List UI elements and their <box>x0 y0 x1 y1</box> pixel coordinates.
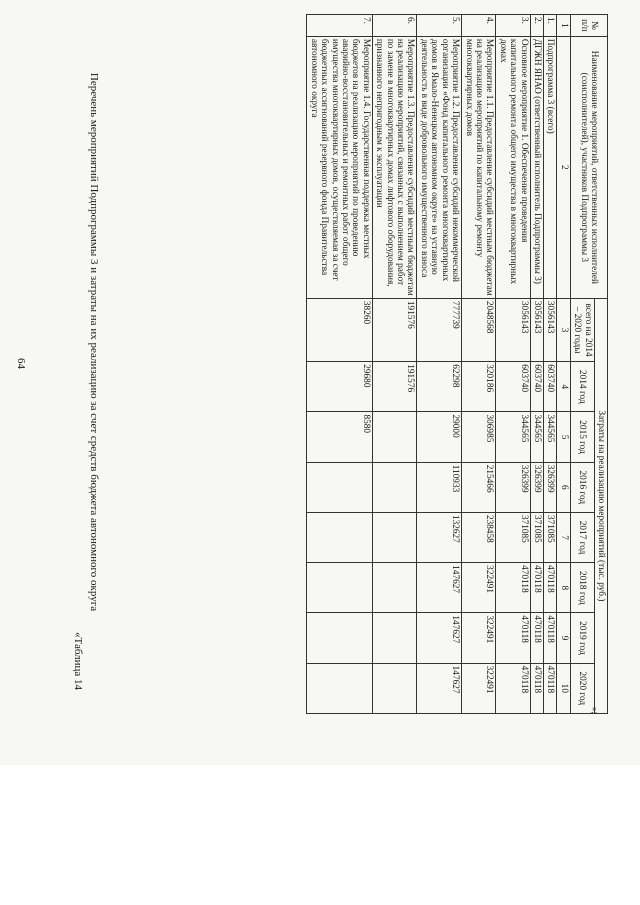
row-year-value: 470118 <box>543 563 556 613</box>
row-year-value: 320186 <box>462 362 496 412</box>
row-year-value: 191576 <box>372 362 417 412</box>
row-year-value: 603740 <box>543 362 556 412</box>
row-num: 7. <box>307 15 372 37</box>
col-number: 10 <box>557 663 570 713</box>
col-number: 9 <box>557 613 570 663</box>
header-year: 2014 год <box>570 362 594 412</box>
row-year-value: 29680 <box>307 362 372 412</box>
row-year-value <box>372 512 417 562</box>
col-number: 4 <box>557 362 570 412</box>
header-costs: Затраты на реализацию мероприятий (тыс. руб.) <box>594 298 607 713</box>
row-year-value <box>372 563 417 613</box>
header-row <box>594 15 607 714</box>
row-total: 3056143 <box>543 298 556 361</box>
row-year-value <box>307 462 372 512</box>
row-year-value: 470118 <box>530 663 543 713</box>
row-year-value: 62298 <box>417 362 462 412</box>
page-number: 64 <box>15 358 27 369</box>
header-name: Наименование мероприятий, ответственных исполнителей (соисполнителей), участников Подпрограммы 3 <box>570 36 607 298</box>
row-year-value: 470118 <box>496 563 530 613</box>
row-year-value: 322491 <box>462 613 496 663</box>
row-name: ДГЖН ЯНАО (ответственный исполнитель Подпрограммы 3) <box>530 36 543 298</box>
row-year-value: 603740 <box>496 362 530 412</box>
header-num: № п/п <box>570 15 607 37</box>
row-year-value: 344565 <box>543 412 556 462</box>
row-year-value: 470118 <box>496 663 530 713</box>
row-year-value <box>372 412 417 462</box>
table-row <box>372 15 417 714</box>
row-total: 2048568 <box>462 298 496 361</box>
row-year-value: 470118 <box>530 563 543 613</box>
row-year-value <box>372 462 417 512</box>
row-year-value: 371085 <box>496 512 530 562</box>
col-number: 8 <box>557 563 570 613</box>
row-year-value <box>372 613 417 663</box>
row-year-value <box>307 663 372 713</box>
row-year-value <box>307 512 372 562</box>
row-year-value <box>307 613 372 663</box>
header-year: 2017 год <box>570 512 594 562</box>
row-num: 1. <box>543 15 556 37</box>
header-total: всего на 2014 – 2020 годы <box>570 298 594 361</box>
row-year-value: 470118 <box>543 663 556 713</box>
col-number: 1 <box>557 15 570 37</box>
table-caption: Перечень мероприятий Подпрограммы 3 и затраты на их реализацию за счет средств бюджета автономного округа <box>88 72 100 612</box>
row-total: 3056143 <box>530 298 543 361</box>
row-year-value: 344565 <box>496 412 530 462</box>
header-year: 2018 год <box>570 563 594 613</box>
table-row <box>307 15 372 714</box>
row-year-value: 470118 <box>496 613 530 663</box>
row-year-value: 306985 <box>462 412 496 462</box>
row-total: 191576 <box>372 298 417 361</box>
col-number: 5 <box>557 412 570 462</box>
row-year-value: 322491 <box>462 563 496 613</box>
row-year-value: 603740 <box>530 362 543 412</box>
col-number: 2 <box>557 36 570 298</box>
row-year-value: 29000 <box>417 412 462 462</box>
row-name: Подпрограмма 3 (всего) <box>543 36 556 298</box>
table-row <box>417 15 462 714</box>
row-year-value <box>307 563 372 613</box>
row-total: 3056143 <box>496 298 530 361</box>
row-year-value: 470118 <box>543 613 556 663</box>
header-year: 2020 год <box>570 663 594 713</box>
row-year-value: 344565 <box>530 412 543 462</box>
row-name: Мероприятие 1.2. Предоставление субсидий некоммерческой организации «Фонд капитального ремонта многоквартирных домов в Ямало-Ненецком автономном округе» на уставную деятельность в виде добровольного имущественного взноса <box>417 36 462 298</box>
row-year-value: 132627 <box>417 512 462 562</box>
row-num: 6. <box>372 15 417 37</box>
col-number: 3 <box>557 298 570 361</box>
col-number: 6 <box>557 462 570 512</box>
blank-margin <box>0 765 640 905</box>
table-row <box>462 15 496 714</box>
row-num: 3. <box>496 15 530 37</box>
row-year-value: 326399 <box>543 462 556 512</box>
row-num: 5. <box>417 15 462 37</box>
row-num: 4. <box>462 15 496 37</box>
header-year: 2019 год <box>570 613 594 663</box>
row-year-value: 147627 <box>417 563 462 613</box>
col-number: 7 <box>557 512 570 562</box>
row-year-value: 147627 <box>417 613 462 663</box>
table-row <box>530 15 543 714</box>
row-year-value: 326399 <box>530 462 543 512</box>
row-year-value: 8580 <box>307 412 372 462</box>
row-year-value <box>372 663 417 713</box>
row-year-value: 238458 <box>462 512 496 562</box>
row-year-value: 215466 <box>462 462 496 512</box>
rotated-content <box>0 2 620 747</box>
row-year-value: 371085 <box>543 512 556 562</box>
table-row <box>543 15 556 714</box>
header-year: 2015 год <box>570 412 594 462</box>
closing-mark: »; <box>590 707 600 715</box>
row-name: Мероприятие 1.4. Государственная поддержка местных бюджетов на реализацию мероприятий по проведению аварийно-восстановительных и ремонтных работ общего имущества многоквартирных домов, осуществляемая за счет бюджетных ассигнований резервного фонда Правительства автономного округа <box>307 36 372 298</box>
table-number: «Таблица 14 <box>72 632 84 691</box>
row-num: 2. <box>530 15 543 37</box>
row-name: Основное мероприятие 1. Обеспечение проведения капитального ремонта общего имущества в многоквартирных домах <box>496 36 530 298</box>
row-name: Мероприятие 1.3. Предоставление субсидий местным бюджетам на реализацию мероприятий, связанных с выполнением работ по замене в многоквартирных домах лифтового оборудования, признанного непригодным к эксплуатации <box>372 36 417 298</box>
row-total: 777739 <box>417 298 462 361</box>
row-year-value: 371085 <box>530 512 543 562</box>
row-total: 38260 <box>307 298 372 361</box>
row-year-value: 326399 <box>496 462 530 512</box>
costs-table <box>306 14 608 714</box>
column-numbers-row <box>557 15 570 714</box>
row-year-value: 147627 <box>417 663 462 713</box>
row-year-value: 110933 <box>417 462 462 512</box>
row-year-value: 470118 <box>530 613 543 663</box>
row-name: Мероприятие 1.1. Предоставление субсидий местным бюджетам на реализацию мероприятий по капитальному ремонту многоквартирных домов <box>462 36 496 298</box>
row-year-value: 322491 <box>462 663 496 713</box>
table-row <box>496 15 530 714</box>
header-year: 2016 год <box>570 462 594 512</box>
